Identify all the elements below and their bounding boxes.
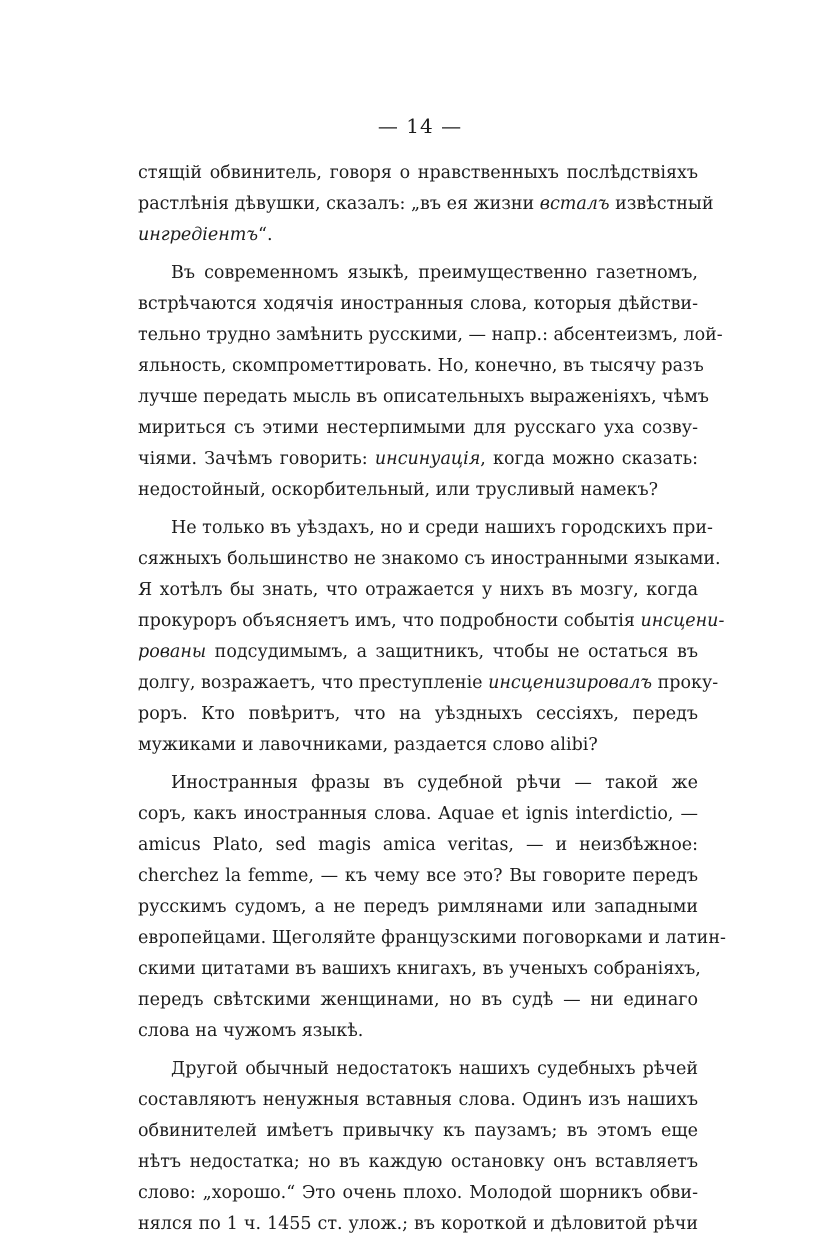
text-line: европейцами. Щеголяйте французскими поговорками и латин- xyxy=(138,928,726,948)
text-line: мужиками и лавочниками, раздается слово alibi? xyxy=(138,735,598,755)
text-line: соръ, какъ иностранныя слова. Aquae et ignis interdictio, — xyxy=(138,804,698,824)
text-line: нѣтъ недостатка; но въ каждую остановку онъ вставляетъ xyxy=(138,1152,698,1172)
text-line: русскимъ судомъ, а не передъ римлянами или западными xyxy=(138,897,698,917)
text-line: тельно трудно замѣнить русскими, — напр.: абсентеизмъ, лой- xyxy=(138,325,723,345)
text-line: передъ свѣтскими женщинами, но въ судѣ — ни единаго xyxy=(138,990,698,1010)
text-line: cherchez la femme, — къ чему все это? Вы говорите передъ xyxy=(138,866,698,886)
text-line: недостойный, оскорбительный, или трусливый намекъ? xyxy=(138,480,658,500)
text-line: сяжныхъ большинство не знакомо съ иностранными языками. xyxy=(138,549,721,569)
text-line: чіями. Зачѣмъ говорить: инсинуація, когда можно сказать: xyxy=(138,449,698,469)
text-line: слова на чужомъ языкѣ. xyxy=(138,1021,364,1041)
italic-term: инсинуація xyxy=(374,449,481,469)
text-line: ингредіентъ“. xyxy=(138,225,273,245)
text-line: Иностранныя фразы въ судебной рѣчи — такой же xyxy=(171,773,698,793)
text-line: яльность, скомпрометтировать. Но, конечно, въ тысячу разъ xyxy=(138,356,704,376)
paragraph xyxy=(138,768,726,1047)
text-line: составляютъ ненужныя вставныя слова. Одинъ изъ нашихъ xyxy=(138,1090,698,1110)
text-line: встрѣчаются ходячія иностранныя слова, которыя дѣйстви- xyxy=(138,294,698,314)
text-line: слово: „хорошо.“ Это очень плохо. Молодой шорникъ обви- xyxy=(138,1183,698,1203)
italic-term: всталъ xyxy=(539,194,610,214)
paragraph xyxy=(138,158,714,251)
text-line: Я хотѣлъ бы знать, что отражается у нихъ въ мозгу, когда xyxy=(138,580,698,600)
text-line: стящій обвинитель, говоря о нравственныхъ послѣдствіяхъ xyxy=(138,163,698,183)
text-line: Не только въ уѣздахъ, но и среди нашихъ городскихъ при- xyxy=(171,518,713,538)
paragraph xyxy=(138,513,725,761)
text-line: лучше передать мысль въ описательныхъ выраженіяхъ, чѣмъ xyxy=(138,387,709,407)
text-line: прокуроръ объясняетъ имъ, что подробности событія инсцени- xyxy=(138,611,725,631)
text-line: обвинителей имѣетъ привычку къ паузамъ; въ этомъ еще xyxy=(138,1121,698,1141)
text-line: скими цитатами въ вашихъ книгахъ, въ ученыхъ собраніяхъ, xyxy=(138,959,701,979)
paragraph xyxy=(138,258,723,506)
page-number: — 14 — xyxy=(377,114,463,138)
text-line: растлѣнія дѣвушки, сказалъ: „въ ея жизни всталъ извѣстный xyxy=(138,194,714,214)
text-line: Другой обычный недостатокъ нашихъ судебныхъ рѣчей xyxy=(171,1059,698,1079)
text-line: Въ современномъ языкѣ, преимущественно газетномъ, xyxy=(171,263,698,283)
italic-term: ингредіентъ xyxy=(138,225,259,245)
page-body xyxy=(138,158,726,1240)
text-line: долгу, возражаетъ, что преступленіе инсценизировалъ проку- xyxy=(138,673,719,693)
italic-term: инсцени- xyxy=(640,611,725,631)
text-line: рованы подсудимымъ, а защитникъ, чтобы не остаться въ xyxy=(138,642,698,662)
text-line: amicus Plato, sed magis amica veritas, — и неизбѣжное: xyxy=(138,835,698,855)
italic-term: рованы xyxy=(138,642,207,662)
text-line: нялся по 1 ч. 1455 ст. улож.; въ короткой и дѣловитой рѣчи xyxy=(138,1214,698,1234)
italic-term: инсценизировалъ xyxy=(488,673,653,693)
text-line: мириться съ этими нестерпимыми для русскаго уха созву- xyxy=(138,418,698,438)
paragraph xyxy=(138,1054,698,1240)
text-line: роръ. Кто повѣритъ, что на уѣздныхъ сессіяхъ, передъ xyxy=(138,704,698,724)
